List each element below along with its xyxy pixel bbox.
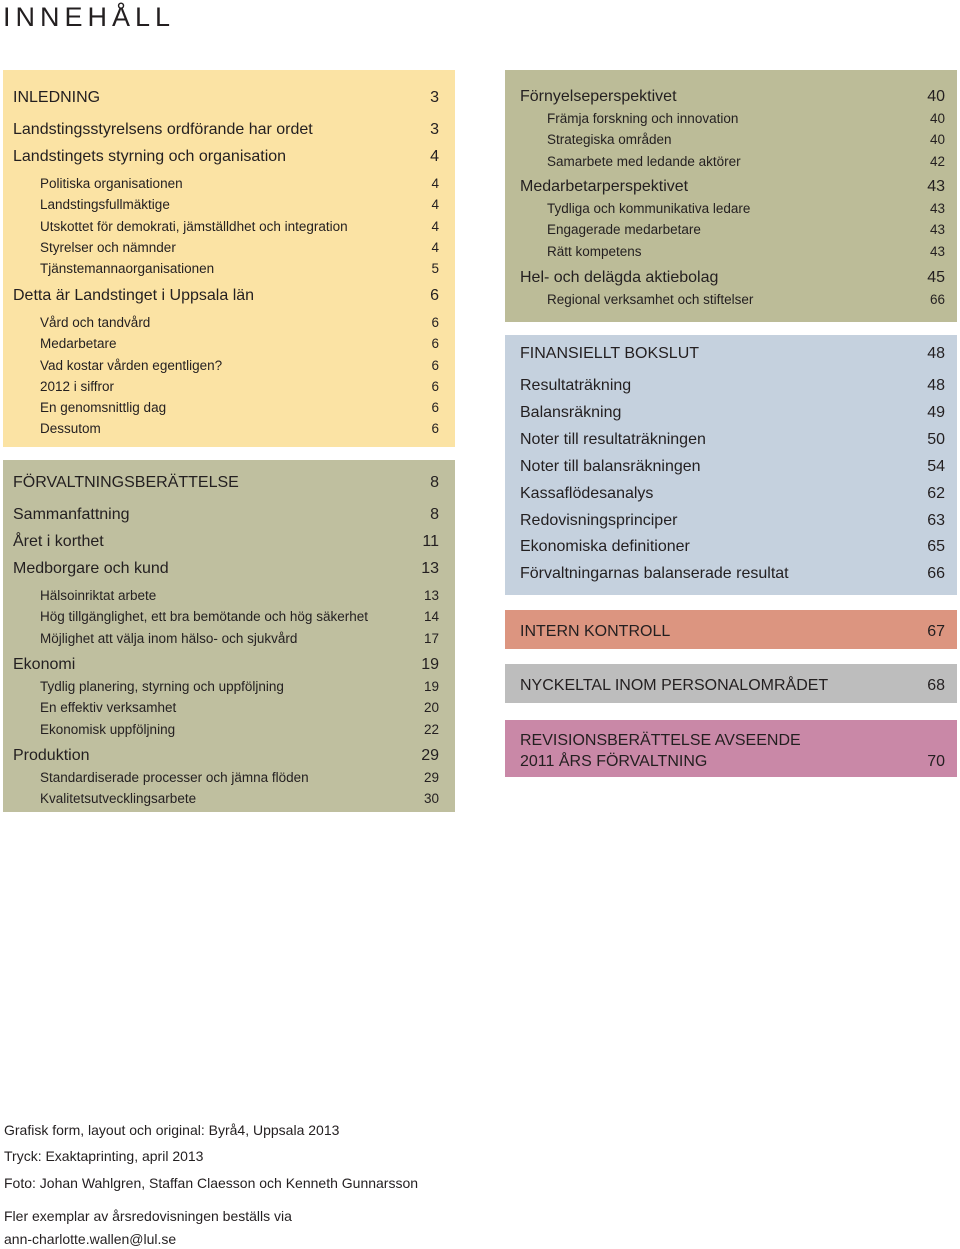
toc-entry-page: 4 bbox=[431, 176, 439, 191]
toc-entry bbox=[547, 222, 945, 237]
toc-entry bbox=[40, 176, 439, 191]
toc-entry-page: 50 bbox=[927, 431, 945, 448]
toc-entry bbox=[520, 377, 945, 395]
toc-entry-label[interactable]: En genomsnittlig dag bbox=[40, 400, 167, 415]
toc-entry bbox=[13, 287, 439, 305]
toc-entry-page: 40 bbox=[927, 88, 945, 105]
page-title: INNEHÅLL bbox=[3, 2, 176, 32]
toc-entry-label[interactable]: Standardiserade processer och jämna flöden bbox=[40, 770, 309, 785]
toc-entry-page: 45 bbox=[927, 269, 945, 286]
toc-entry-label[interactable]: Redovisningsprinciper bbox=[520, 512, 678, 529]
toc-entry-page: 42 bbox=[929, 154, 945, 169]
toc-entry-label[interactable]: Året i korthet bbox=[13, 533, 104, 550]
toc-entry-page: 3 bbox=[430, 89, 439, 106]
toc-entry bbox=[520, 269, 945, 287]
toc-entry-label[interactable]: Rätt kompetens bbox=[547, 244, 642, 259]
toc-entry bbox=[40, 631, 439, 646]
toc-entry bbox=[40, 315, 439, 330]
toc-entry-page: 4 bbox=[431, 219, 439, 234]
toc-entry-page: 3 bbox=[430, 121, 439, 138]
toc-entry-label[interactable]: Noter till resultaträkningen bbox=[520, 431, 706, 448]
toc-entry bbox=[547, 132, 945, 147]
toc-entry bbox=[520, 345, 945, 363]
toc-entry bbox=[547, 111, 945, 126]
toc-entry-label[interactable]: Regional verksamhet och stiftelser bbox=[547, 292, 754, 307]
toc-entry bbox=[13, 89, 439, 107]
toc-entry-label[interactable]: Samarbete med ledande aktörer bbox=[547, 154, 741, 169]
toc-entry-page: 43 bbox=[929, 222, 945, 237]
toc-entry-label[interactable]: NYCKELTAL INOM PERSONALOMRÅDET bbox=[520, 677, 829, 694]
toc-entry-page: 4 bbox=[431, 240, 439, 255]
toc-entry-label[interactable]: Resultaträkning bbox=[520, 377, 632, 394]
toc-entry-label[interactable]: Kassaflödesanalys bbox=[520, 485, 654, 502]
toc-entry bbox=[520, 431, 945, 449]
toc-entry-label[interactable]: Medarbetarperspektivet bbox=[520, 178, 689, 195]
toc-entry bbox=[40, 219, 439, 234]
toc-entry-page: 40 bbox=[929, 132, 945, 147]
toc-entry-label[interactable]: Politiska organisationen bbox=[40, 176, 183, 191]
toc-entry-label[interactable]: Förnyelseperspektivet bbox=[520, 88, 677, 105]
toc-entry-label[interactable]: Ekonomisk uppföljning bbox=[40, 722, 176, 737]
toc-entry-label[interactable]: Kvalitetsutvecklingsarbete bbox=[40, 791, 197, 806]
toc-entry-page: 65 bbox=[927, 538, 945, 555]
toc-entry-page: 40 bbox=[929, 111, 945, 126]
toc-entry-page: 4 bbox=[431, 197, 439, 212]
toc-entry-label[interactable]: INLEDNING bbox=[13, 89, 101, 106]
toc-entry bbox=[13, 656, 439, 674]
toc-entry bbox=[40, 679, 439, 694]
toc-entry bbox=[13, 747, 439, 765]
toc-entry-label[interactable]: 2011 ÅRS FÖRVALTNING bbox=[520, 753, 708, 770]
toc-entry-page: 6 bbox=[431, 400, 439, 415]
toc-entry-page: 66 bbox=[929, 292, 945, 307]
toc-entry-label[interactable]: Detta är Landstinget i Uppsala län bbox=[13, 287, 255, 304]
toc-entry-page: 54 bbox=[927, 458, 945, 475]
toc-entry-page: 6 bbox=[431, 315, 439, 330]
toc-entry bbox=[40, 722, 439, 737]
toc-entry bbox=[40, 336, 439, 351]
toc-entry bbox=[40, 588, 439, 603]
colophon-photo: Foto: Johan Wahlgren, Staffan Claesson och Kenneth Gunnarsson bbox=[4, 1175, 419, 1191]
toc-entry bbox=[40, 770, 439, 785]
toc-entry-label[interactable]: Främja forskning och innovation bbox=[547, 111, 739, 126]
toc-entry-page: 4 bbox=[430, 148, 439, 165]
toc-entry-page: 17 bbox=[423, 631, 439, 646]
toc-entry bbox=[547, 154, 945, 169]
toc-entry bbox=[13, 474, 439, 492]
toc-entry-label[interactable]: Hög tillgänglighet, ett bra bemötande och hög säkerhet bbox=[40, 609, 368, 624]
toc-entry bbox=[520, 178, 945, 196]
toc-entry-label[interactable]: Ekonomi bbox=[13, 656, 76, 673]
toc-entry-page: 66 bbox=[927, 565, 945, 582]
toc-entry-label[interactable]: Tydliga och kommunikativa ledare bbox=[547, 201, 751, 216]
toc-entry-label[interactable]: Vård och tandvård bbox=[40, 315, 151, 330]
toc-entry-page: 68 bbox=[927, 677, 945, 694]
toc-entry bbox=[40, 791, 439, 806]
colophon-order: Fler exemplar av årsredovisningen beställs via bbox=[4, 1208, 292, 1224]
toc-entry-page: 43 bbox=[927, 178, 945, 195]
toc-entry-page: 30 bbox=[423, 791, 439, 806]
toc-entry-label[interactable]: En effektiv verksamhet bbox=[40, 700, 177, 715]
toc-entry-page: 19 bbox=[421, 656, 439, 673]
toc-entry-label[interactable]: Noter till balansräkningen bbox=[520, 458, 701, 475]
toc-entry-label[interactable]: Tjänstemannaorganisationen bbox=[40, 261, 215, 276]
toc-section-nyckeltal bbox=[505, 664, 957, 703]
toc-entry-label[interactable]: Balansräkning bbox=[520, 404, 622, 421]
toc-entry-label[interactable]: Hälsoinriktat arbete bbox=[40, 588, 157, 603]
toc-entry-page: 48 bbox=[927, 345, 945, 362]
toc-entry bbox=[40, 197, 439, 212]
toc-entry bbox=[520, 485, 945, 503]
toc-entry-page: 49 bbox=[927, 404, 945, 421]
colophon-design: Grafisk form, layout och original: Byrå4, Uppsala 2013 bbox=[4, 1122, 340, 1138]
toc-entry-page: 6 bbox=[431, 421, 439, 436]
toc-entry bbox=[40, 400, 439, 415]
toc-entry bbox=[40, 379, 439, 394]
toc-entry-label[interactable]: Utskottet för demokrati, jämställdhet och integration bbox=[40, 219, 348, 234]
toc-entry bbox=[13, 560, 439, 578]
toc-entry bbox=[13, 148, 439, 166]
toc-entry-label[interactable]: 2012 i siffror bbox=[40, 379, 115, 394]
toc-entry-page: 14 bbox=[423, 609, 439, 624]
toc-entry-label[interactable]: Styrelser och nämnder bbox=[40, 240, 176, 255]
toc-entry-page: 11 bbox=[422, 533, 439, 550]
toc-entry-label[interactable]: Förvaltningarnas balanserade resultat bbox=[520, 565, 789, 582]
toc-entry bbox=[13, 533, 439, 551]
toc-entry bbox=[547, 292, 945, 307]
toc-entry-page: 19 bbox=[423, 679, 439, 694]
toc-entry-page: 5 bbox=[431, 261, 439, 276]
toc-entry-page: 70 bbox=[927, 753, 945, 770]
toc-entry-page: 6 bbox=[431, 358, 439, 373]
toc-section-intern-kontroll bbox=[505, 610, 957, 649]
toc-section-finansiellt-bokslut bbox=[505, 335, 957, 595]
toc-entry-label[interactable]: INTERN KONTROLL bbox=[520, 623, 671, 640]
toc-entry-label[interactable]: Sammanfattning bbox=[13, 506, 130, 523]
toc-entry bbox=[520, 404, 945, 422]
toc-entry-page: 6 bbox=[431, 379, 439, 394]
toc-entry-label[interactable]: Medborgare och kund bbox=[13, 560, 169, 577]
toc-entry bbox=[547, 244, 945, 259]
toc-entry-page: 22 bbox=[423, 722, 439, 737]
toc-entry bbox=[40, 358, 439, 373]
toc-entry bbox=[13, 506, 439, 524]
toc-section-revision bbox=[505, 720, 957, 777]
toc-entry-page: 6 bbox=[430, 287, 439, 304]
toc-entry-label[interactable]: Ekonomiska definitioner bbox=[520, 538, 690, 555]
toc-entry-page: 43 bbox=[929, 201, 945, 216]
toc-entry bbox=[40, 700, 439, 715]
toc-entry-label[interactable]: Dessutom bbox=[40, 421, 101, 436]
toc-entry-page: 8 bbox=[430, 506, 439, 523]
colophon-email[interactable]: ann-charlotte.wallen@lul.se bbox=[4, 1231, 177, 1247]
toc-entry-label[interactable]: Medarbetare bbox=[40, 336, 117, 351]
toc-entry-label[interactable]: Möjlighet att välja inom hälso- och sjukvård bbox=[40, 631, 298, 646]
toc-section-perspektiv bbox=[505, 70, 957, 322]
toc-entry-label[interactable]: Tydlig planering, styrning och uppföljning bbox=[40, 679, 284, 694]
toc-entry-label[interactable]: FÖRVALTNINGSBERÄTTELSE bbox=[13, 474, 239, 491]
toc-entry-page: 67 bbox=[927, 623, 945, 640]
toc-entry bbox=[40, 261, 439, 276]
toc-entry-page: 43 bbox=[929, 244, 945, 259]
toc-entry-page: 13 bbox=[421, 560, 439, 577]
toc-entry-page: 6 bbox=[431, 336, 439, 351]
toc-entry-page: 29 bbox=[423, 770, 439, 785]
toc-entry-page: 8 bbox=[430, 474, 439, 491]
toc-entry bbox=[520, 538, 945, 556]
toc-entry bbox=[40, 609, 439, 624]
toc-entry-label[interactable]: Vad kostar vården egentligen? bbox=[40, 358, 223, 373]
toc-entry-label[interactable]: Produktion bbox=[13, 747, 90, 764]
toc-entry bbox=[547, 201, 945, 216]
toc-entry-label[interactable]: Landstingsstyrelsens ordförande har ordet bbox=[13, 121, 313, 138]
toc-entry bbox=[520, 458, 945, 476]
toc-entry bbox=[13, 121, 439, 139]
toc-entry bbox=[40, 421, 439, 436]
toc-entry-label[interactable]: Engagerade medarbetare bbox=[547, 222, 701, 237]
toc-entry-label[interactable]: Strategiska områden bbox=[547, 132, 672, 147]
toc-section-forvaltningsberattelse bbox=[3, 460, 455, 812]
toc-entry-label[interactable]: Landstingsfullmäktige bbox=[40, 197, 170, 212]
toc-entry-page: 48 bbox=[927, 377, 945, 394]
toc-entry-page: 13 bbox=[423, 588, 439, 603]
toc-entry bbox=[520, 88, 945, 106]
toc-entry-label[interactable]: FINANSIELLT BOKSLUT bbox=[520, 345, 700, 362]
toc-entry bbox=[520, 565, 945, 583]
toc-entry-page: 62 bbox=[927, 485, 945, 502]
toc-entry-label[interactable]: REVISIONSBERÄTTELSE AVSEENDE bbox=[520, 732, 801, 749]
colophon-print: Tryck: Exaktaprinting, april 2013 bbox=[4, 1148, 204, 1164]
toc-entry-page: 63 bbox=[927, 512, 945, 529]
toc-entry-label[interactable]: Landstingets styrning och organisation bbox=[13, 148, 287, 165]
toc-entry bbox=[520, 512, 945, 530]
toc-section-inledning bbox=[3, 70, 455, 447]
toc-entry-label[interactable]: Hel- och delägda aktiebolag bbox=[520, 269, 719, 286]
toc-entry bbox=[40, 240, 439, 255]
toc-entry-page: 29 bbox=[421, 747, 439, 764]
toc-entry-page: 20 bbox=[423, 700, 439, 715]
